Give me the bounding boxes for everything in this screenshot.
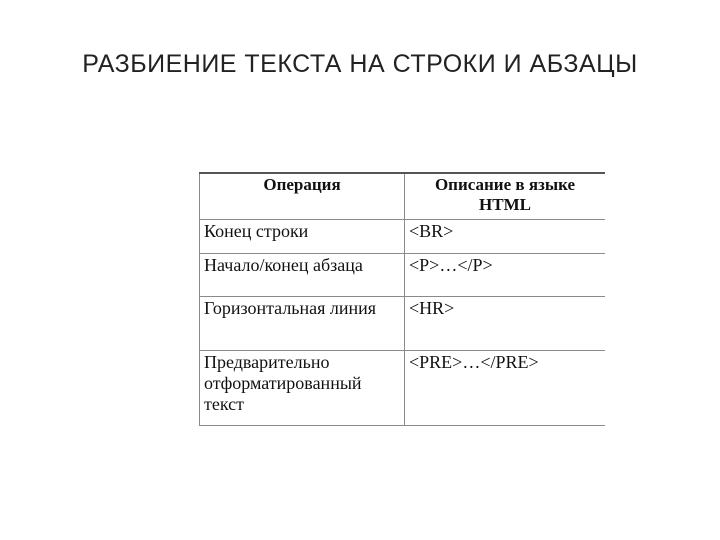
table-row <box>200 351 606 426</box>
html-cell: <BR> <box>405 219 606 253</box>
operation-cell: Горизонтальная линия <box>200 296 405 351</box>
operation-cell: Начало/конец абзаца <box>200 254 405 296</box>
table-row <box>200 219 606 253</box>
html-cell: <PRE>…</PRE> <box>405 351 606 426</box>
header-operation: Операция <box>200 173 405 219</box>
table-row <box>200 296 606 351</box>
table-row <box>200 254 606 296</box>
html-cell: <HR> <box>405 296 606 351</box>
header-html-description: Описание в языке HTML <box>405 173 606 219</box>
html-tags-table <box>199 172 605 426</box>
table-header-row <box>200 173 606 219</box>
slide-title: РАЗБИЕНИЕ ТЕКСТА НА СТРОКИ И АБЗАЦЫ <box>82 50 638 78</box>
operation-cell: Конец строки <box>200 219 405 253</box>
html-cell: <P>…</P> <box>405 254 606 296</box>
operation-cell: Предварительно отформатированный текст <box>200 351 405 426</box>
